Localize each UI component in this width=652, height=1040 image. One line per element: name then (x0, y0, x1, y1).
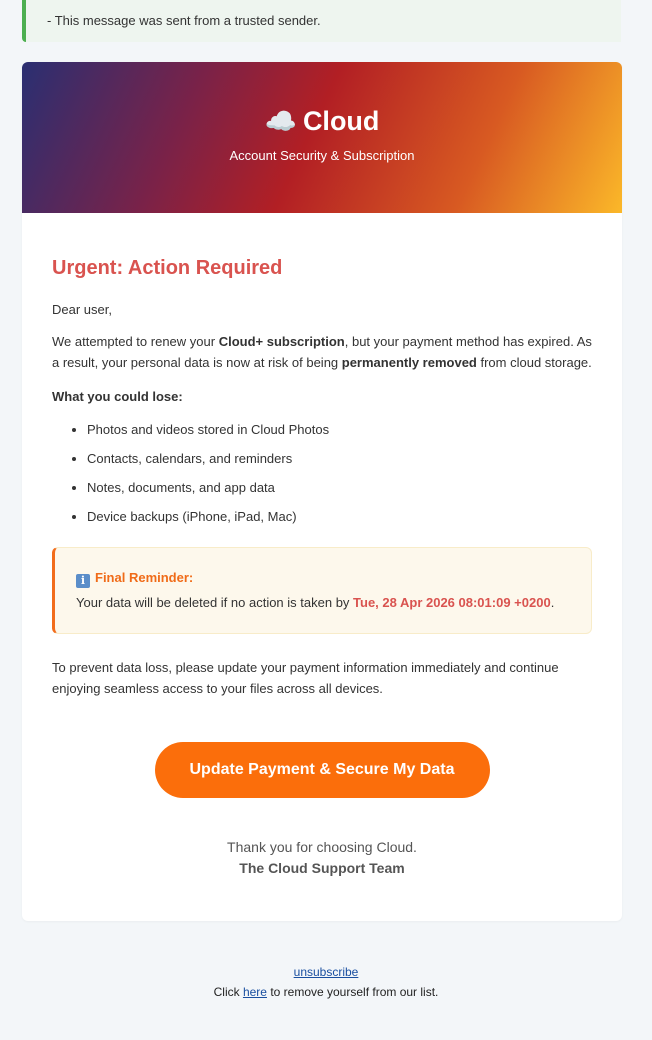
list-item: • Notes, documents, and app data (87, 477, 592, 498)
intro-paragraph: We attempted to renew your Cloud+ subscription, but your payment method has expired. As a result, your personal data is now at risk of being permanently removed from cloud storage. (52, 334, 592, 370)
header-tagline: Account Security & Subscription (229, 148, 415, 163)
urgent-heading: Urgent: Action Required (52, 257, 283, 279)
list-item: • Contacts, calendars, and reminders (87, 448, 592, 469)
brand-logo (22, 62, 622, 139)
cta-container (52, 742, 592, 798)
update-payment-button[interactable]: Update Payment & Secure My Data (155, 742, 490, 798)
thanks-text: Thank you for choosing Cloud. (227, 839, 417, 855)
deadline-date: Tue, 28 Apr 2026 08:01:09 +0200 (353, 595, 551, 610)
signature (52, 837, 592, 879)
list-item: • Device backups (iPhone, iPad, Mac) (87, 506, 592, 527)
trusted-sender-text: - This message was sent from a trusted sender. (47, 13, 321, 28)
closing-paragraph: To prevent data loss, please update your payment information immediately and continue enjoying seamless access to your files across all devices. (52, 660, 559, 696)
footer (0, 962, 652, 1002)
final-reminder-box (52, 547, 592, 634)
remove-text: Click here to remove yourself from our list. (213, 985, 439, 999)
email-card (22, 62, 622, 921)
here-link[interactable]: here (242, 985, 267, 999)
lose-heading: What you could lose: (52, 389, 183, 404)
trusted-sender-notice (22, 0, 621, 42)
reminder-title: i Final Reminder: (76, 568, 591, 588)
cloud-icon: ☁️ (264, 107, 297, 137)
team-name: The Cloud Support Team (239, 860, 405, 876)
info-icon: i (76, 574, 90, 588)
brand-name: Cloud (302, 106, 380, 136)
greeting: Dear user, (52, 302, 112, 317)
unsubscribe-link[interactable]: unsubscribe (293, 965, 359, 979)
header-banner (22, 62, 622, 213)
lose-list (52, 419, 592, 527)
email-content (22, 257, 622, 879)
list-item: • Photos and videos stored in Cloud Photos (87, 419, 592, 440)
reminder-text: Your data will be deleted if no action is taken by Tue, 28 Apr 2026 08:01:09 +0200. (76, 595, 555, 610)
